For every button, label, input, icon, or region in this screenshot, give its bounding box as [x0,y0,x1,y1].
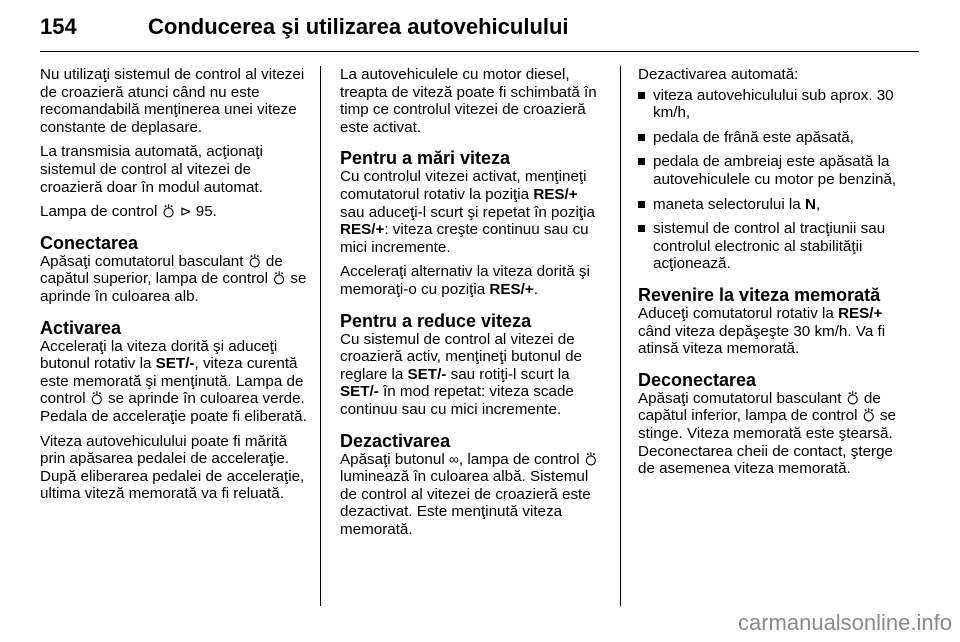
heading-reduce-viteza: Pentru a reduce viteza [340,310,532,331]
list-item: pedala de frână este apăsată, [638,129,908,147]
auto-deactivation-title: Dezactivarea automată: [638,66,799,83]
heading-revenire: Revenire la viteza memorată [638,284,881,305]
list-item: maneta selectorului la N, [638,196,908,214]
cruise-control-icon: ⛣ [247,252,262,269]
page-header [40,14,920,40]
cruise-control-icon: ⛣ [89,390,104,407]
paragraph-diesel: La autovehiculele cu motor diesel, treapta de viteză poate fi schimbată în timp ce controlul vitezei de croazieră este activat. [340,66,597,136]
heading-mari-viteza: Pentru a mări viteza [340,148,511,169]
auto-deactivation-list [638,87,908,273]
column-1 [40,66,312,510]
paragraph-automatic: La transmisia automată, acţionaţi sistemul de control al vitezei de croazieră doar în modul automat. [40,143,263,196]
paragraph-reduce-viteza: Cu sistemul de control al vitezei de croazieră activ, menţineţi butonul de reglare la SET/- sau rotiţi-l scurt la SET/- în mod repetat: viteza scade continuu sau cu mici incremente. [340,330,583,418]
cruise-control-icon: ⛣ [845,389,860,406]
list-item: sistemul de control al tracţiunii sau controlul electronic al stabilităţii acţionează. [638,220,908,273]
page-title: Conducerea şi utilizarea autovehiculului [148,14,569,39]
cruise-control-icon: ⛣ [583,450,598,467]
paragraph-warning: Nu utilizaţi sistemul de control al vitezei de croazieră atunci când nu este recomandabilă menţinerea unei viteze constante de deplasare. [40,66,305,136]
cruise-control-icon: ⛣ [861,407,876,424]
list-item: pedala de ambreiaj este apăsată la autovehiculele cu motor pe benzină, [638,153,908,188]
watermark: carmanualsonline.info [737,610,952,635]
heading-conectarea: Conectarea [40,232,139,253]
page-number: 154 [40,14,77,39]
column-3 [638,66,908,485]
column-2 [340,66,606,545]
list-item: viteza autovehiculului sub aprox. 30 km/h, [638,87,908,122]
resume-button-icon: ∞ [448,450,459,467]
heading-dezactivarea: Dezactivarea [340,430,451,451]
header-rule [40,51,919,52]
paragraph-activarea: Acceleraţi la viteza dorită şi aduceţi butonul rotativ la SET/-, viteza curentă este memorată şi menţinută. Lampa de control ⛣ se aprinde în culoarea verde. Pedala de acceleraţie poate fi eliberată. [40,337,307,425]
column-divider-1 [320,66,321,606]
heading-deconectarea: Deconectarea [638,369,757,390]
paragraph-deconectarea: Apăsaţi comutatorul basculant ⛣ de capătul inferior, lampa de control ⛣ se stinge. Viteza memorată este ştearsă. Deconectarea cheii de contact, şterge de asemenea viteza memorată. [638,389,896,478]
column-divider-2 [620,66,621,606]
heading-activarea: Activarea [40,317,122,338]
cruise-control-icon: ⛣ [272,270,287,287]
paragraph-dezactivarea: Apăsaţi butonul ∞, lampa de control ⛣ luminează în culoarea albă. Sistemul de control al vitezei de croazieră este dezactivat. Este menţinută viteza memorată. [340,450,598,538]
paragraph-conectarea: Apăsaţi comutatorul basculant ⛣ de capătul superior, lampa de control ⛣ se aprinde în culoarea alb. [40,252,307,305]
paragraph-revenire: Aduceţi comutatorul rotativ la RES/+ când viteza depăşeşte 30 km/h. Va fi atinsă viteza memorată. [638,304,886,358]
cruise-control-icon: ⛣ [161,203,176,220]
paragraph-control-lamp: Lampa de control ⛣ ⊳ 95. [40,203,217,221]
paragraph-mari-viteza: Cu controlul vitezei activat, menţineţi comutatorul rotativ la poziţia RES/+ sau aduceţi-l scurt şi repetat în poziţia RES/+: viteza creşte continuu sau cu mici incremente. [340,168,595,256]
paragraph-alternative: Acceleraţi alternativ la viteza dorită şi memoraţi-o cu poziţia RES/+. [340,263,590,298]
paragraph-speed-increase: Viteza autovehiculului poate fi mărită prin apăsarea pedalei de acceleraţie. După eliberarea pedalei de acceleraţie, ultima viteză memorată va fi reluată. [40,432,305,503]
page-reference-icon: ⊳ [179,203,192,220]
